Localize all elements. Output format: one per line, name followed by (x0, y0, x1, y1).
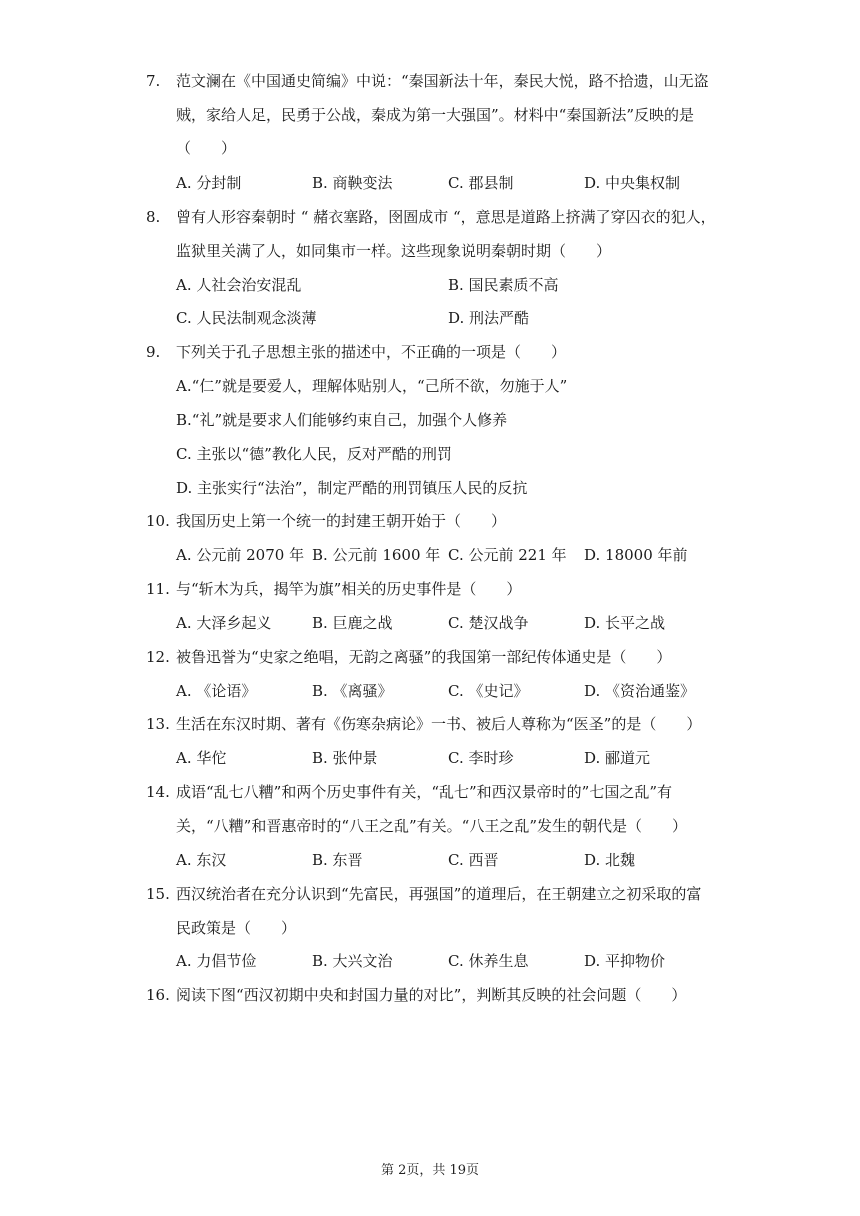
option-d: D. 北魏 (584, 851, 636, 869)
option-b: B. 国民素质不高 (448, 276, 559, 294)
option-c: C. 李时珍 (448, 749, 514, 767)
page-footer: 第 2页，共 19页 (380, 1163, 480, 1178)
option-d: D. 长平之战 (584, 614, 666, 632)
question-text-line: 被鲁迅誉为“史家之绝唱，无韵之离骚”的我国第一部纪传体通史是（ ） (176, 648, 672, 666)
question-number: 16. (146, 986, 170, 1004)
question-text-line: 成语“乱七八糟”和两个历史事件有关，“乱七”和西汉景帝时的”七国之乱”有 (176, 783, 673, 801)
option-c: C. 《史记》 (448, 682, 529, 700)
question-number: 15. (146, 885, 170, 903)
option-c: C. 西晋 (448, 851, 499, 869)
option-b: B. 巨鹿之战 (312, 614, 393, 632)
option-d: D. 刑法严酷 (448, 309, 530, 327)
question-number: 9. (146, 343, 161, 361)
option-a: A. 分封制 (176, 174, 242, 192)
option-a: A.“仁”就是要爱人，理解体贴别人，“己所不欲，勿施于人” (176, 377, 568, 395)
question-text-line: 监狱里关满了人，如同集市一样。这些现象说明秦朝时期（ ） (176, 242, 612, 260)
option-c: C. 公元前 221 年 (448, 546, 567, 564)
option-d: D. 平抑物价 (584, 952, 666, 970)
question-text-line: 阅读下图“西汉初期中央和封国力量的对比”，判断其反映的社会问题（ ） (176, 986, 687, 1004)
option-d: D. 郦道元 (584, 749, 651, 767)
option-b: B. 商鞅变法 (312, 174, 393, 192)
option-a: A. 公元前 2070 年 (176, 546, 305, 564)
option-b: B. 张仲景 (312, 749, 378, 767)
option-d: D. 主张实行“法治”，制定严酷的刑罚镇压人民的反抗 (176, 479, 528, 497)
option-c: C. 休养生息 (448, 952, 529, 970)
question-text-line: 曾有人形容秦朝时 “ 赭衣塞路，囹圄成市 “，意思是道路上挤满了穿囚衣的犯人， (176, 208, 716, 226)
question-text-line: 我国历史上第一个统一的封建王朝开始于（ ） (176, 512, 507, 530)
question-text-line: 贼，家给人足，民勇于公战，秦成为第一大强国”。材料中“秦国新法”反映的是 (176, 106, 695, 124)
question-text-line: 与“斩木为兵，揭竿为旗”相关的历史事件是（ ） (176, 580, 522, 598)
option-d: D. 《资治通鉴》 (584, 682, 696, 700)
option-a: A. 东汉 (176, 851, 227, 869)
option-b: B. 公元前 1600 年 (312, 546, 441, 564)
question-text-line: （ ） (176, 139, 237, 157)
question-number: 12. (146, 648, 170, 666)
option-a: A. 华佗 (176, 749, 227, 767)
question-number: 11. (146, 580, 170, 598)
question-text-line: 西汉统治者在充分认识到“先富民，再强国”的道理后，在王朝建立之初采取的富 (176, 885, 702, 903)
question-text-line: 下列关于孔子思想主张的描述中，不正确的一项是（ ） (176, 343, 567, 361)
option-c: C. 人民法制观念淡薄 (176, 309, 317, 327)
question-text-line: 关，“八糟”和晋惠帝时的“八王之乱”有关。“八王之乱”发生的朝代是（ ） (176, 817, 688, 835)
question-number: 10. (146, 512, 170, 530)
option-a: A. 大泽乡起义 (176, 614, 272, 632)
option-b: B. 东晋 (312, 851, 363, 869)
question-number: 13. (146, 715, 170, 733)
option-c: C. 郡县制 (448, 174, 514, 192)
option-b: B. 《离骚》 (312, 682, 393, 700)
question-text-line: 生活在东汉时期、著有《伤寒杂病论》一书、被后人尊称为“医圣”的是（ ） (176, 715, 702, 733)
question-text-line: 范文澜在《中国通史简编》中说：“秦国新法十年，秦民大悦，路不拾遗，山无盗 (176, 72, 709, 90)
option-b: B. 大兴文治 (312, 952, 393, 970)
option-a: A. 人社会治安混乱 (176, 276, 302, 294)
question-number: 8. (146, 208, 161, 226)
option-c: C. 楚汉战争 (448, 614, 529, 632)
question-number: 7. (146, 72, 161, 90)
option-d: D. 18000 年前 (584, 546, 688, 564)
question-number: 14. (146, 783, 170, 801)
option-b: B.“礼”就是要求人们能够约束自己，加强个人修养 (176, 411, 508, 429)
option-d: D. 中央集权制 (584, 174, 681, 192)
option-a: A. 力倡节俭 (176, 952, 257, 970)
option-c: C. 主张以“德”教化人民，反对严酷的刑罚 (176, 445, 452, 463)
question-text-line: 民政策是（ ） (176, 919, 297, 937)
option-a: A. 《论语》 (176, 682, 257, 700)
